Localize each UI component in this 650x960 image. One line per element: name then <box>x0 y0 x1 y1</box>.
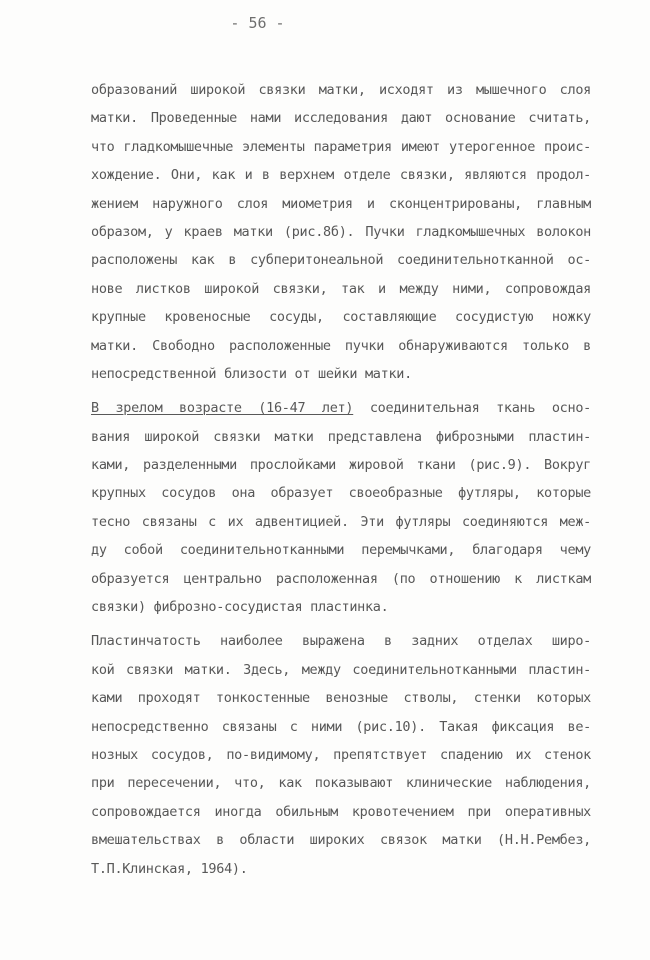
text-line: сопровождается иногда обильным кровотечением при оперативных <box>91 803 591 820</box>
text-line: хождение. Они, как и в верхнем отделе связки, являются продол- <box>91 167 591 184</box>
text-line: непосредственно связаны с ними (рис.10). Такая фиксация ве- <box>91 718 591 735</box>
text-line: образований широкой связки матки, исходят из мышечного слоя <box>91 82 591 98</box>
text-line: связки) фиброзно-сосудистая пластинка. <box>91 599 389 616</box>
text-line: вмешательствах в области широких связок матки (Н.Н.Рембез, <box>91 832 591 849</box>
text-line: Т.П.Клинская, 1964). <box>91 860 248 877</box>
text-line: Пластинчатость наиболее выражена в задних отделах широ- <box>91 633 591 650</box>
text-line: что гладкомышечные элементы параметрия имеют утерогенное проис- <box>91 138 591 155</box>
text-line: матки. Проведенные нами исследования дают основание считать, <box>91 110 591 127</box>
text-line: кой связки матки. Здесь, между соединительнотканными пластин- <box>91 661 591 678</box>
underlined-phrase: В зрелом возрасте (16-47 лет) <box>91 400 354 417</box>
text-line: образом, у краев матки (рис.8б). Пучки гладкомышечных волокон <box>91 223 591 240</box>
paragraph-2 <box>91 394 591 621</box>
paragraph-1 <box>91 76 591 388</box>
paragraph-3 <box>91 627 591 883</box>
text-line: тесно связаны с их адвентицией. Эти футляры соединяются меж- <box>91 513 591 530</box>
text-line: образуется центрально расположенная (по отношению к листкам <box>91 570 591 587</box>
text-line: ками, разделенными прослойками жировой ткани (рис.9). Вокруг <box>91 457 591 474</box>
text-line: вания широкой связки матки представлена фиброзными пластин- <box>91 428 591 445</box>
text-line: ками проходят тонкостенные венозные стволы, стенки которых <box>91 690 591 707</box>
text-line: расположены как в субперитонеальной соединительнотканной ос- <box>91 252 591 269</box>
text-line: при пересечении, что, как показывают клинические наблюдения, <box>91 775 591 792</box>
page-number: - 56 - <box>230 14 285 32</box>
text-line: матки. Свободно расположенные пучки обнаруживаются только в <box>91 337 591 354</box>
text-line: непосредственной близости от шейки матки. <box>91 365 412 382</box>
text-line: нозных сосудов, по-видимому, препятствует спадению их стенок <box>91 746 591 763</box>
text-line-first <box>91 394 591 422</box>
text-line: жением наружного слоя миометрия и сконцентрированы, главным <box>91 195 591 212</box>
text-line: крупные кровеносные сосуды, составляющие сосудистую ножку <box>91 309 591 326</box>
text-line: ду собой соединительнотканными перемычками, благодаря чему <box>91 542 591 559</box>
text-line: крупных сосудов она образует своеобразные футляры, которые <box>91 485 591 502</box>
body-text <box>91 76 591 883</box>
text-line: нове листков широкой связки, так и между ними, сопровождая <box>91 280 591 297</box>
text-line-rest: соединительная ткань осно- <box>353 400 591 417</box>
